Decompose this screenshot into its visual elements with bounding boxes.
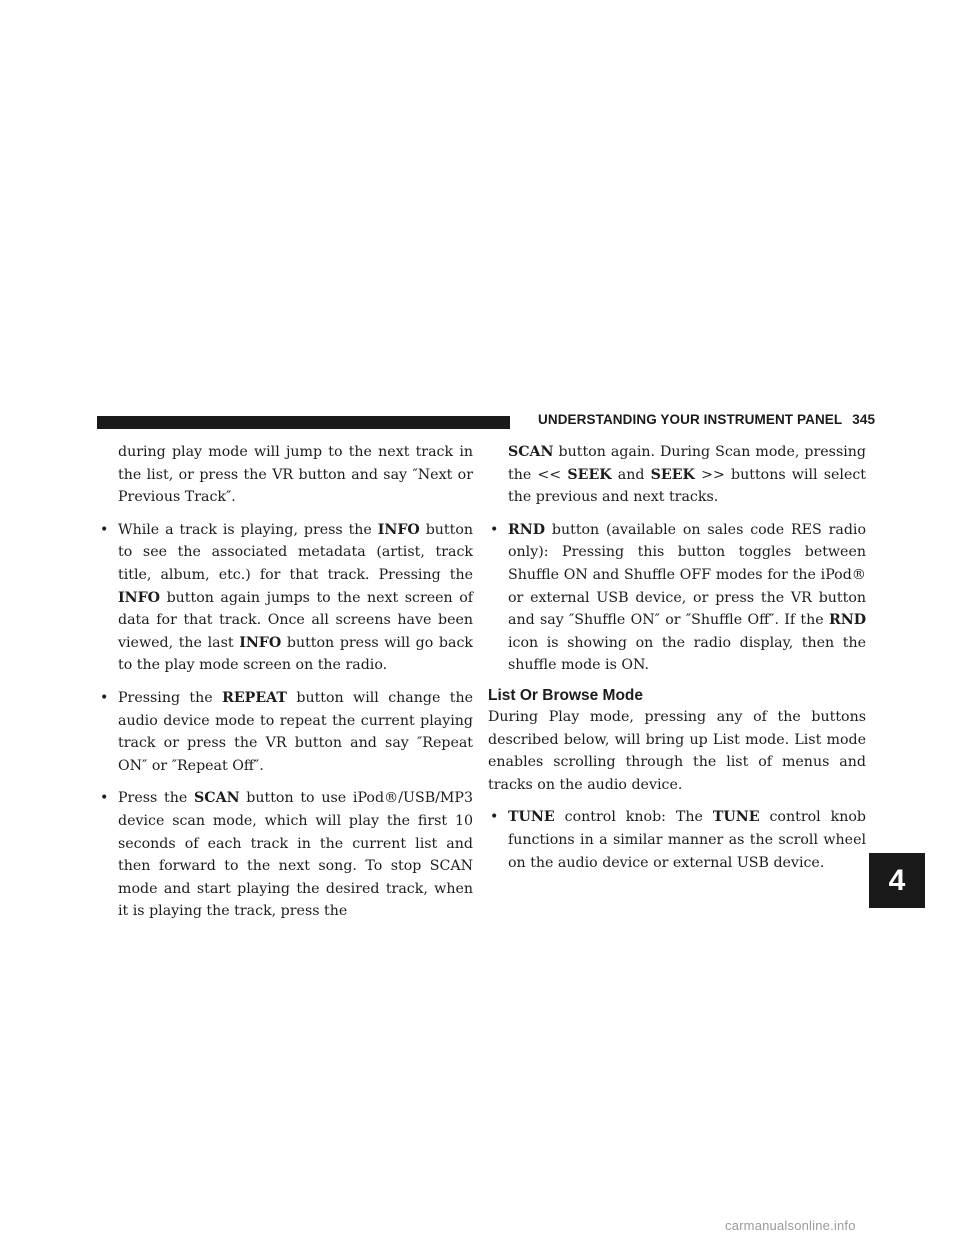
page-number: 345 <box>852 412 876 427</box>
continuation-text: during play mode will jump to the next track in the list, or press the VR button and say ″Next or Previous Track″. <box>118 444 473 506</box>
text-run: icon is showing on the radio display, then the shuffle mode is ON. <box>508 634 866 674</box>
header-title-text: UNDERSTANDING YOUR INSTRUMENT PANEL <box>538 412 843 427</box>
text-run: control knob: The <box>554 809 713 826</box>
keyword-scan: SCAN <box>194 790 240 807</box>
text-run: button (available on sales code RES radio only): Pressing this button toggles between Shuffle ON and Shuffle OFF modes for the iPod® or external USB device, or press the VR button and say ″Shuffle ON″ or ″Shuffle Off″. If the <box>508 521 866 629</box>
text-run: button to see the associated metadata (artist, track title, album, etc.) for that track. Pressing the <box>118 521 474 583</box>
right-column <box>488 441 866 874</box>
keyword-info: INFO <box>118 589 161 606</box>
text-run: button again. During Scan mode, pressing the << <box>508 444 866 483</box>
text-run: >> buttons will select the previous and next tracks. <box>508 466 867 506</box>
keyword-seek: SEEK <box>650 466 695 483</box>
bullet-tune <box>488 806 866 874</box>
text-run: Pressing the <box>118 689 223 706</box>
footer-watermark: carmanualsonline.info <box>725 1218 856 1233</box>
keyword-info: INFO <box>239 634 282 651</box>
text-run: button press will go back to the play mode screen on the radio. <box>118 634 473 674</box>
bullet-dot: • <box>490 809 499 826</box>
bullet-dot: • <box>490 521 499 538</box>
keyword-info: INFO <box>377 521 420 538</box>
text-run: While a track is playing, press the <box>118 521 378 538</box>
keyword-tune: TUNE <box>712 809 760 826</box>
bullet-dot: • <box>100 790 109 807</box>
left-column <box>98 441 473 923</box>
running-header <box>538 412 875 427</box>
text-run: and <box>611 466 651 483</box>
scan-continuation <box>488 441 866 509</box>
bullet-repeat <box>98 687 473 777</box>
keyword-rnd: RND <box>828 612 866 629</box>
text-run: control knob functions in a similar manner as the scroll wheel on the audio device or external USB device. <box>508 809 866 871</box>
chapter-tab: 4 <box>869 853 925 908</box>
bullet-dot: • <box>100 521 109 538</box>
keyword-seek: SEEK <box>567 466 612 483</box>
text-run: button to use iPod®/USB/MP3 device scan mode, which will play the first 10 seconds of each track in the current list and then forward to the next song. To stop SCAN mode and start playing the desired track, when it is playing the track, press the <box>118 790 473 920</box>
keyword-tune: TUNE <box>508 809 555 826</box>
header-rule <box>97 416 510 429</box>
keyword-rnd: RND <box>508 521 546 538</box>
keyword-scan: SCAN <box>508 444 554 460</box>
list-mode-paragraph: During Play mode, pressing any of the buttons described below, will bring up List mode. List mode enables scrolling through the list of menus and tracks on the audio device. <box>488 708 866 793</box>
text-run: button again jumps to the next screen of data for that track. Once all screens have been viewed, the last <box>118 589 473 651</box>
section-heading: List Or Browse Mode <box>488 686 644 704</box>
text-run: Press the <box>118 790 195 807</box>
text-run: button will change the audio device mode to repeat the current playing track or press the VR button and say ″Repeat ON″ or ″Repeat Off″. <box>118 689 473 774</box>
bullet-info <box>98 519 473 677</box>
bullet-rnd <box>488 519 866 677</box>
keyword-repeat: REPEAT <box>222 689 287 706</box>
bullet-dot: • <box>100 689 109 706</box>
bullet-scan <box>98 787 473 923</box>
